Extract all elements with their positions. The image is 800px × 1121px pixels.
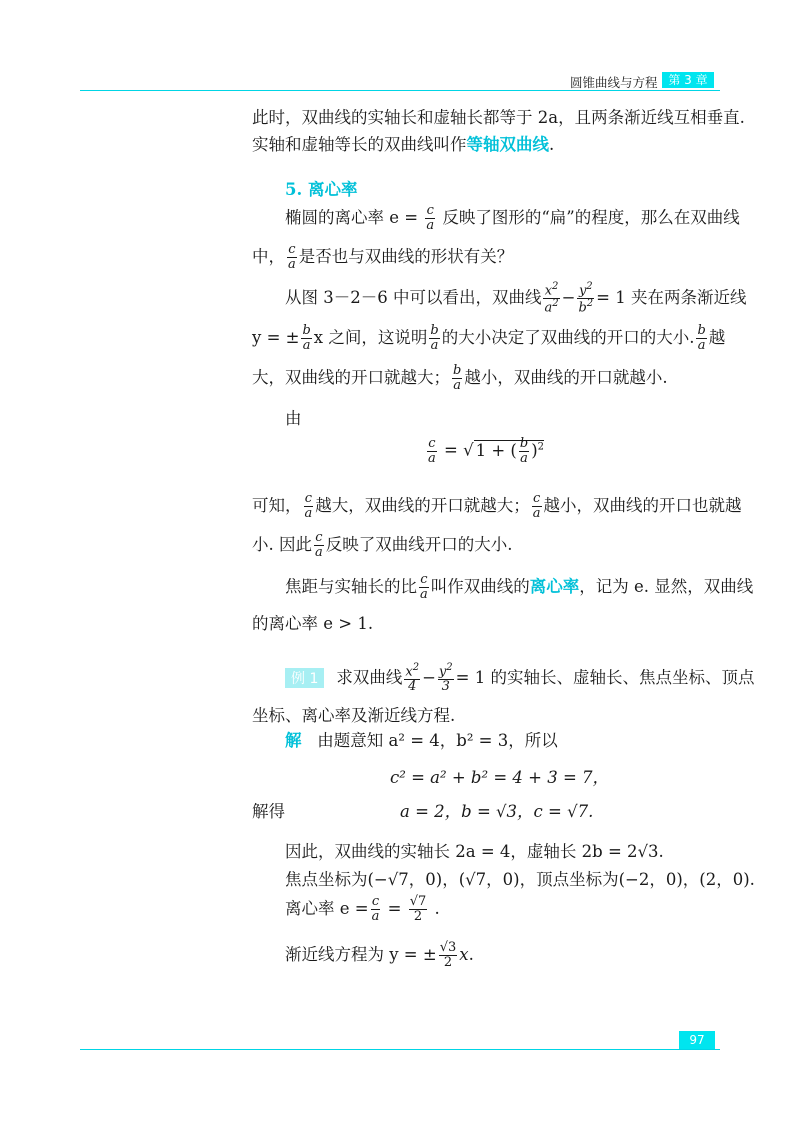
page-number: 97 [679,1031,715,1049]
fraction-b-over-a: $\frac{b}{a}$ [453,363,462,393]
term-equiaxial-hyperbola: 等轴双曲线 [466,135,549,154]
header-rule [80,90,720,91]
para2-line2: 中， $\frac{c}{a}$ 是否也与双曲线的形状有关？ [252,242,514,272]
section-title: 5. 离心率 [285,180,358,199]
solution-line1: 因此，双曲线的实轴长 2a = 4，虚轴长 2b = 2√3. [285,842,664,861]
para5-line1: 可知， $\frac{c}{a}$ 越大，双曲线的开口就越大； $\frac{c}{a}$ 越小，双曲线的开口也就越 [252,491,742,521]
chapter-badge: 第 3 章 [662,72,714,88]
fraction-c-over-a: $\frac{c}{a}$ [288,242,296,272]
para6-line1: 焦距与实轴长的比 $\frac{c}{a}$ 叫作双曲线的离心率，记为 e. 显然，双曲线 [285,572,754,602]
fraction-c-over-a: $\frac{c}{a}$ [426,203,435,233]
fraction-x2-over-a2: $\frac{x^2}{a^2}$ [544,281,559,316]
solution-line4: 渐近线方程为 y = ± $\frac{√3}{2}$ x. [285,940,474,970]
solution-eq2: a = 2，b = √3，c = √7. [400,802,594,821]
para2-line1: 椭圆的离心率 e = $\frac{c}{a}$ 反映了图形的“扁”的程度，那么在双曲线 [285,203,740,233]
para1-line1: 此时，双曲线的实轴长和虚轴长都等于 2a，且两条渐近线互相垂直. [252,108,745,127]
term-eccentricity: 离心率 [529,577,580,596]
solution-jiede: 解得 [252,802,285,821]
solution-eq1: c² = a² + b² = 4 + 3 = 7， [390,768,610,787]
solution-line3: 离心率 e = $\frac{c}{a}$ = $\frac{√7}{2}$ . [285,894,440,924]
example-badge: 例 1 [285,668,324,688]
para5-line2: 小. 因此 $\frac{c}{a}$ 反映了双曲线开口的大小. [252,530,513,560]
solution-label: 解 [285,731,302,750]
fraction-b-over-a: $\frac{b}{a}$ [302,323,311,353]
example-line2: 坐标、离心率及渐近线方程. [252,706,456,725]
fraction-y2-over-b2: $\frac{y^2}{b^2}$ [578,281,594,316]
running-header-title: 圆锥曲线与方程 [570,75,658,90]
fraction-b-over-a: $\frac{b}{a}$ [430,323,439,353]
display-formula-eccentricity: $\frac{c}{a}$ = √ 1 + ( $\frac{b}{a}$ )$^2$ [428,436,544,466]
para1-line2: 实轴和虚轴等长的双曲线叫作等轴双曲线. [252,135,555,154]
para6-line2: 的离心率 e > 1. [252,614,374,633]
solution-line2: 焦点坐标为(−√7，0)，(√7，0)，顶点坐标为(−2，0)，(2，0). [285,870,755,889]
para3-line3: 大，双曲线的开口就越大； $\frac{b}{a}$ 越小，双曲线的开口就越小. [252,363,668,393]
para3-line2: y = ± $\frac{b}{a}$ x 之间，这说明 $\frac{b}{a}$ 的大小决定了双曲线的开口的大小. $\frac{b}{a}$ 越 [252,323,726,353]
example-line1: 例 1 求双曲线 $\frac{x^2}{4}$ − $\frac{y^2}{3}$ = 1 的实轴长、虚轴长、焦点坐标、顶点 [285,663,754,694]
solution-given: 解 由题意知 a² = 4，b² = 3，所以 [285,731,558,750]
footer-rule [80,1049,720,1050]
para3-line1: 从图 3－2－6 中可以看出，双曲线 $\frac{x^2}{a^2}$ − $\frac{y^2}{b^2}$ = 1 夹在两条渐近线 [285,281,747,316]
para4-you: 由 [285,409,302,428]
fraction-b-over-a: $\frac{b}{a}$ [697,323,706,353]
